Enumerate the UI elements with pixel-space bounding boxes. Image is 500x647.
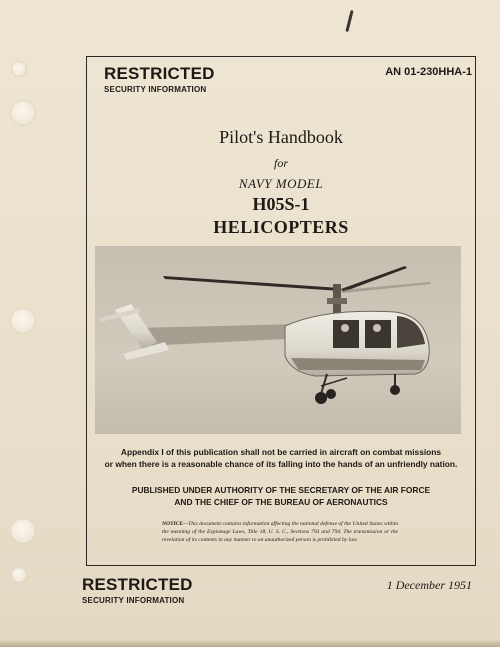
publication-date: 1 December 1951: [386, 578, 472, 592]
classification-footer: RESTRICTED: [82, 575, 193, 594]
aircraft-type: HELICOPTERS: [213, 217, 349, 237]
appendix-warning-line-1: Appendix I of this publication shall not be carried in aircraft on combat missions: [120, 447, 442, 457]
security-info-footer: SECURITY INFORMATION: [82, 596, 185, 605]
punch-hole: [10, 308, 36, 334]
pen-mark: [345, 10, 353, 32]
page-edge-shadow: [0, 639, 500, 647]
notice-label: NOTICE: [162, 521, 184, 527]
punch-hole: [10, 100, 36, 126]
appendix-warning-line-2: or when there is a reasonable chance of its falling into the hands of an unfriendly nation.: [104, 459, 458, 469]
punch-hole: [11, 567, 27, 583]
authority-line-1: PUBLISHED UNDER AUTHORITY OF THE SECRETARY OF THE AIR FORCE: [131, 485, 431, 495]
espionage-notice: [162, 520, 398, 544]
punch-hole: [10, 518, 36, 544]
model-designation: H05S-1: [252, 194, 310, 214]
document-title: Pilot's Handbook: [219, 127, 343, 147]
punch-hole: [11, 61, 27, 77]
security-info-header: SECURITY INFORMATION: [104, 85, 207, 94]
for-text: for: [273, 156, 288, 170]
document-number: AN 01-230HHA-1: [385, 66, 472, 78]
helicopter-illustration: [95, 246, 461, 434]
helicopter-photo: [95, 246, 461, 434]
classification-header: RESTRICTED: [104, 64, 215, 83]
authority-line-2: AND THE CHIEF OF THE BUREAU OF AERONAUTICS: [174, 497, 388, 507]
model-line: NAVY MODEL: [238, 176, 324, 191]
notice-text: —This document contains information affecting the national defense of the United States within the meaning of the Espionage Laws, Title 18, U. S. C., Sections 793 and 794. The transmission or the revelation of its contents in any manner to an unauthorized person is prohibited by law.: [162, 521, 398, 543]
